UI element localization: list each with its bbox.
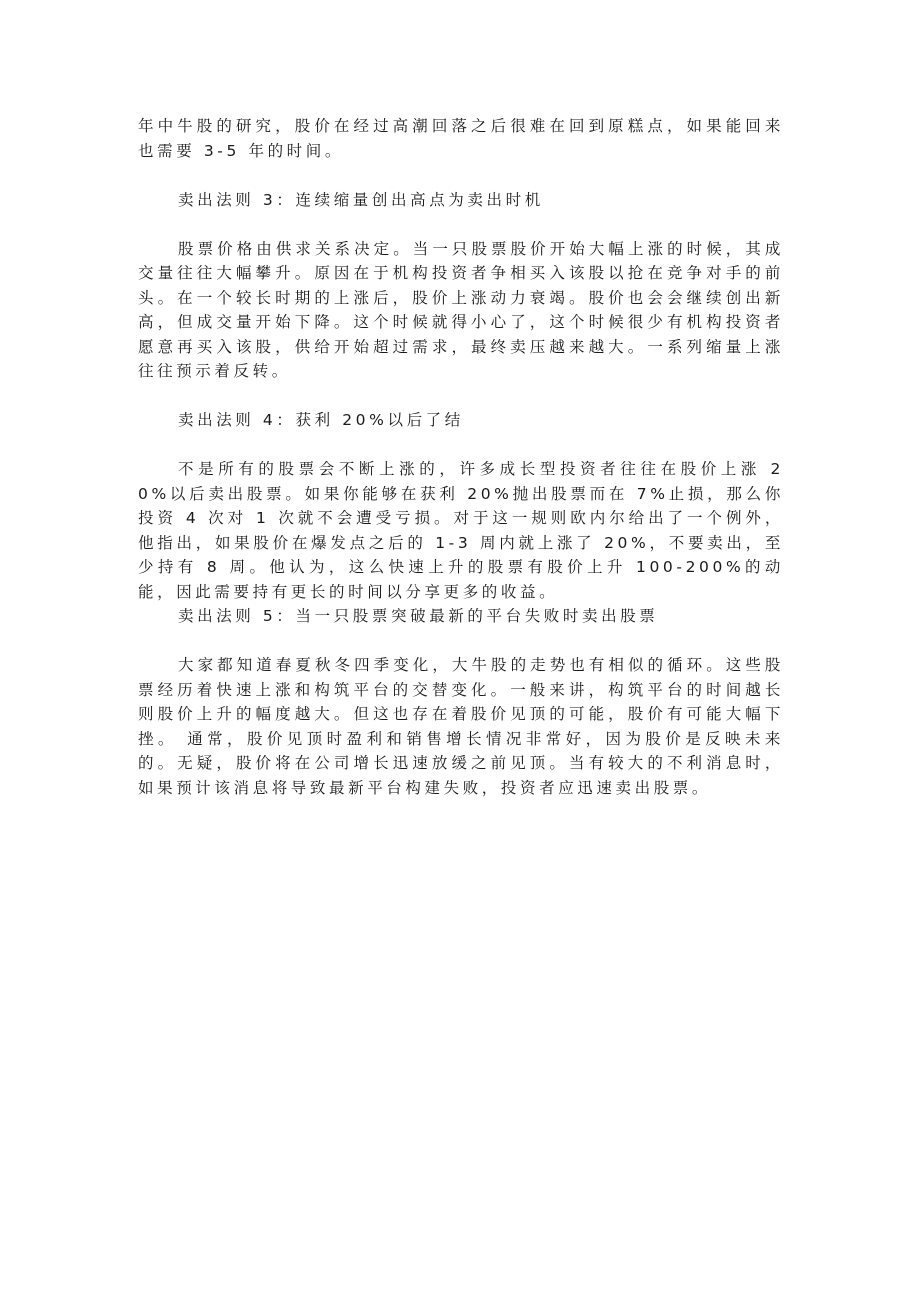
- rule-5-paragraph: 大家都知道春夏秋冬四季变化，大牛股的走势也有相似的循环。这些股票经历着快速上涨和构筑平台的交替变化。一般来讲，构筑平台的时间越长则股价上升的幅度越大。但这也存在着股价见顶的可能，股价有可能大幅下挫。 通常，股价见顶时盈利和销售增长情况非常好，因为股价是反映未来的。无疑，股价将在公司增长迅速放缓之前见顶。当有较大的不利消息时，如果预计该消息将导致最新平台构建失败，投资者应迅速卖出股票。: [138, 656, 784, 797]
- rule-4-heading: 卖出法则 4：获利 20%以后了结: [178, 411, 464, 429]
- spacer: [138, 384, 784, 409]
- paragraph-continued: 年中牛股的研究，股价在经过高潮回落之后很难在回到原糕点，如果能回来也需要 3-5 年的时间。: [138, 117, 784, 160]
- spacer: [138, 433, 784, 458]
- rule-4-paragraph: 不是所有的股票会不断上涨的，许多成长型投资者往往在股价上涨 20%以后卖出股票。如果你能够在获利 20%抛出股票而在 7%止损，那么你投资 4 次对 1 次就不会遭受亏损。对于这一规则欧内尔给出了一个例外，他指出，如果股价在爆发点之后的 1-3 周内就上涨了 20%，不要卖出，至少持有 8 周。他认为，这么快速上升的股票有股价上升 100-200%的动能，因此需要持有更长的时间以分享更多的收益。: [138, 460, 784, 601]
- document-body: [138, 114, 784, 800]
- spacer: [138, 212, 784, 237]
- spacer: [138, 163, 784, 188]
- rule-3-paragraph: 股票价格由供求关系决定。当一只股票股价开始大幅上涨的时候，其成交量往往大幅攀升。原因在于机构投资者争相买入该股以抢在竞争对手的前头。在一个较长时期的上涨后，股价上涨动力衰竭。股价也会会继续创出新高，但成交量开始下降。这个时候就得小心了，这个时候很少有机构投资者愿意再买入该股，供给开始超过需求，最终卖压越来越大。一系列缩量上涨往往预示着反转。: [138, 239, 784, 380]
- rule-3-heading: 卖出法则 3：连续缩量创出高点为卖出时机: [178, 190, 544, 209]
- spacer: [138, 629, 784, 654]
- rule-5-heading: 卖出法则 5：当一只股票突破最新的平台失败时卖出股票: [178, 607, 659, 625]
